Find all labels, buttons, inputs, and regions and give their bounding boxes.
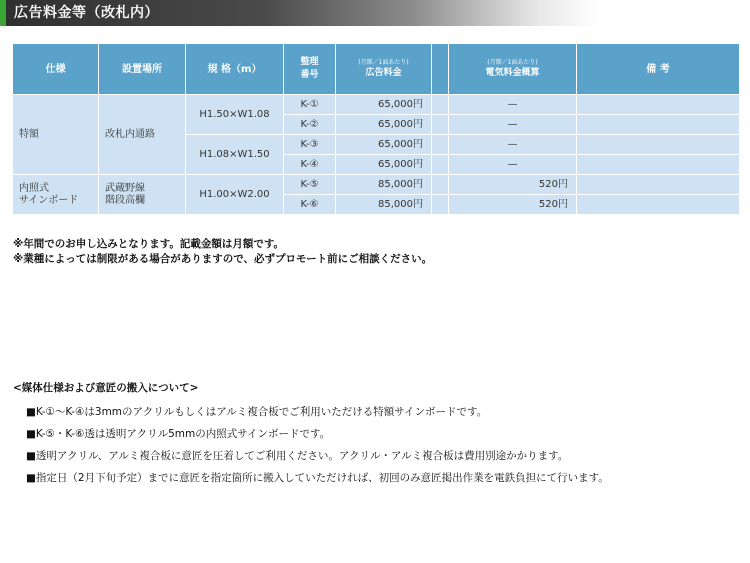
cell-fee: 85,000円	[336, 195, 432, 215]
cell-spec-lit-line2: サインボード	[19, 194, 79, 206]
title-bar	[0, 0, 750, 26]
cell-spacer	[432, 155, 449, 175]
cell-remarks	[577, 135, 740, 155]
page-title: 広告料金等（改札内）	[14, 5, 159, 21]
cell-remarks	[577, 95, 740, 115]
cell-spacer	[432, 175, 449, 195]
cell-spacer	[432, 195, 449, 215]
header-elec	[449, 44, 577, 95]
header-spacer	[432, 44, 449, 95]
cell-fee: 65,000円	[336, 135, 432, 155]
cell-size-b: H1.08×W1.50	[186, 135, 284, 175]
header-fee-label: 広告料金	[365, 68, 402, 78]
notes	[13, 237, 432, 267]
table-row	[13, 95, 740, 115]
cell-elec: —	[449, 155, 577, 175]
cell-fee: 65,000円	[336, 95, 432, 115]
cell-elec: 520円	[449, 195, 577, 215]
cell-spec-tokugaku: 特額	[13, 95, 99, 175]
cell-number: K-④	[284, 155, 336, 175]
note-annual: ※年間でのお申し込みとなります。記載金額は月額です。	[13, 238, 285, 250]
header-size: 規 格（m）	[186, 44, 284, 95]
rate-table	[12, 43, 740, 215]
cell-size-c: H1.00×W2.00	[186, 175, 284, 215]
table-header-row	[13, 44, 740, 95]
cell-spacer	[432, 95, 449, 115]
note-restriction: ※業種によっては制限がある場合がありますので、必ずプロモート前にご相談ください。	[13, 253, 433, 265]
cell-spec-lit-line1: 内照式	[19, 182, 49, 194]
cell-elec: 520円	[449, 175, 577, 195]
cell-fee: 65,000円	[336, 115, 432, 135]
spec-section	[13, 381, 609, 493]
cell-remarks	[577, 115, 740, 135]
cell-size-a: H1.50×W1.08	[186, 95, 284, 135]
cell-location-lit-line1: 武蔵野線	[105, 182, 145, 194]
cell-spacer	[432, 135, 449, 155]
cell-location-tokugaku: 改札内通路	[99, 95, 186, 175]
cell-number: K-②	[284, 115, 336, 135]
cell-remarks	[577, 155, 740, 175]
header-number-line1: 整理	[300, 57, 319, 67]
cell-number: K-③	[284, 135, 336, 155]
header-elec-label: 電気料金概算	[485, 68, 540, 78]
spec-title: <媒体仕様および意匠の搬入について>	[13, 382, 199, 394]
header-number	[284, 44, 336, 95]
header-remarks: 備 考	[577, 44, 740, 95]
cell-fee: 85,000円	[336, 175, 432, 195]
cell-location-lit-line2: 階段高欄	[105, 194, 145, 206]
cell-elec: —	[449, 135, 577, 155]
cell-spec-lit	[13, 175, 99, 215]
cell-fee: 65,000円	[336, 155, 432, 175]
title-accent	[0, 0, 6, 26]
spec-item: ■指定日（2月下旬予定）までに意匠を指定箇所に搬入していただければ、初回のみ意匠掲出作業を電鉄負担にて行います。	[26, 472, 609, 484]
table-row	[13, 175, 740, 195]
cell-remarks	[577, 195, 740, 215]
cell-elec: —	[449, 115, 577, 135]
header-fee-note: (月額／1面あたり)	[358, 59, 409, 66]
cell-location-lit	[99, 175, 186, 215]
header-spec: 仕様	[13, 44, 99, 95]
cell-number: K-⑤	[284, 175, 336, 195]
cell-number: K-①	[284, 95, 336, 115]
header-location: 設置場所	[99, 44, 186, 95]
spec-item: ■K-①～K-④は3mmのアクリルもしくはアルミ複合板でご利用いただける特額サインボードです。	[26, 406, 488, 418]
header-elec-note: (月額／1面あたり)	[487, 59, 538, 66]
spec-item: ■透明アクリル、アルミ複合板に意匠を圧着してご利用ください。アクリル・アルミ複合板は費用別途かかります。	[26, 450, 569, 462]
spec-item: ■K-⑤・K-⑥透は透明アクリル5mmの内照式サインボードです。	[26, 428, 331, 440]
cell-elec: —	[449, 95, 577, 115]
cell-remarks	[577, 175, 740, 195]
header-fee	[336, 44, 432, 95]
cell-spacer	[432, 115, 449, 135]
cell-number: K-⑥	[284, 195, 336, 215]
header-number-line2: 番号	[300, 70, 319, 80]
